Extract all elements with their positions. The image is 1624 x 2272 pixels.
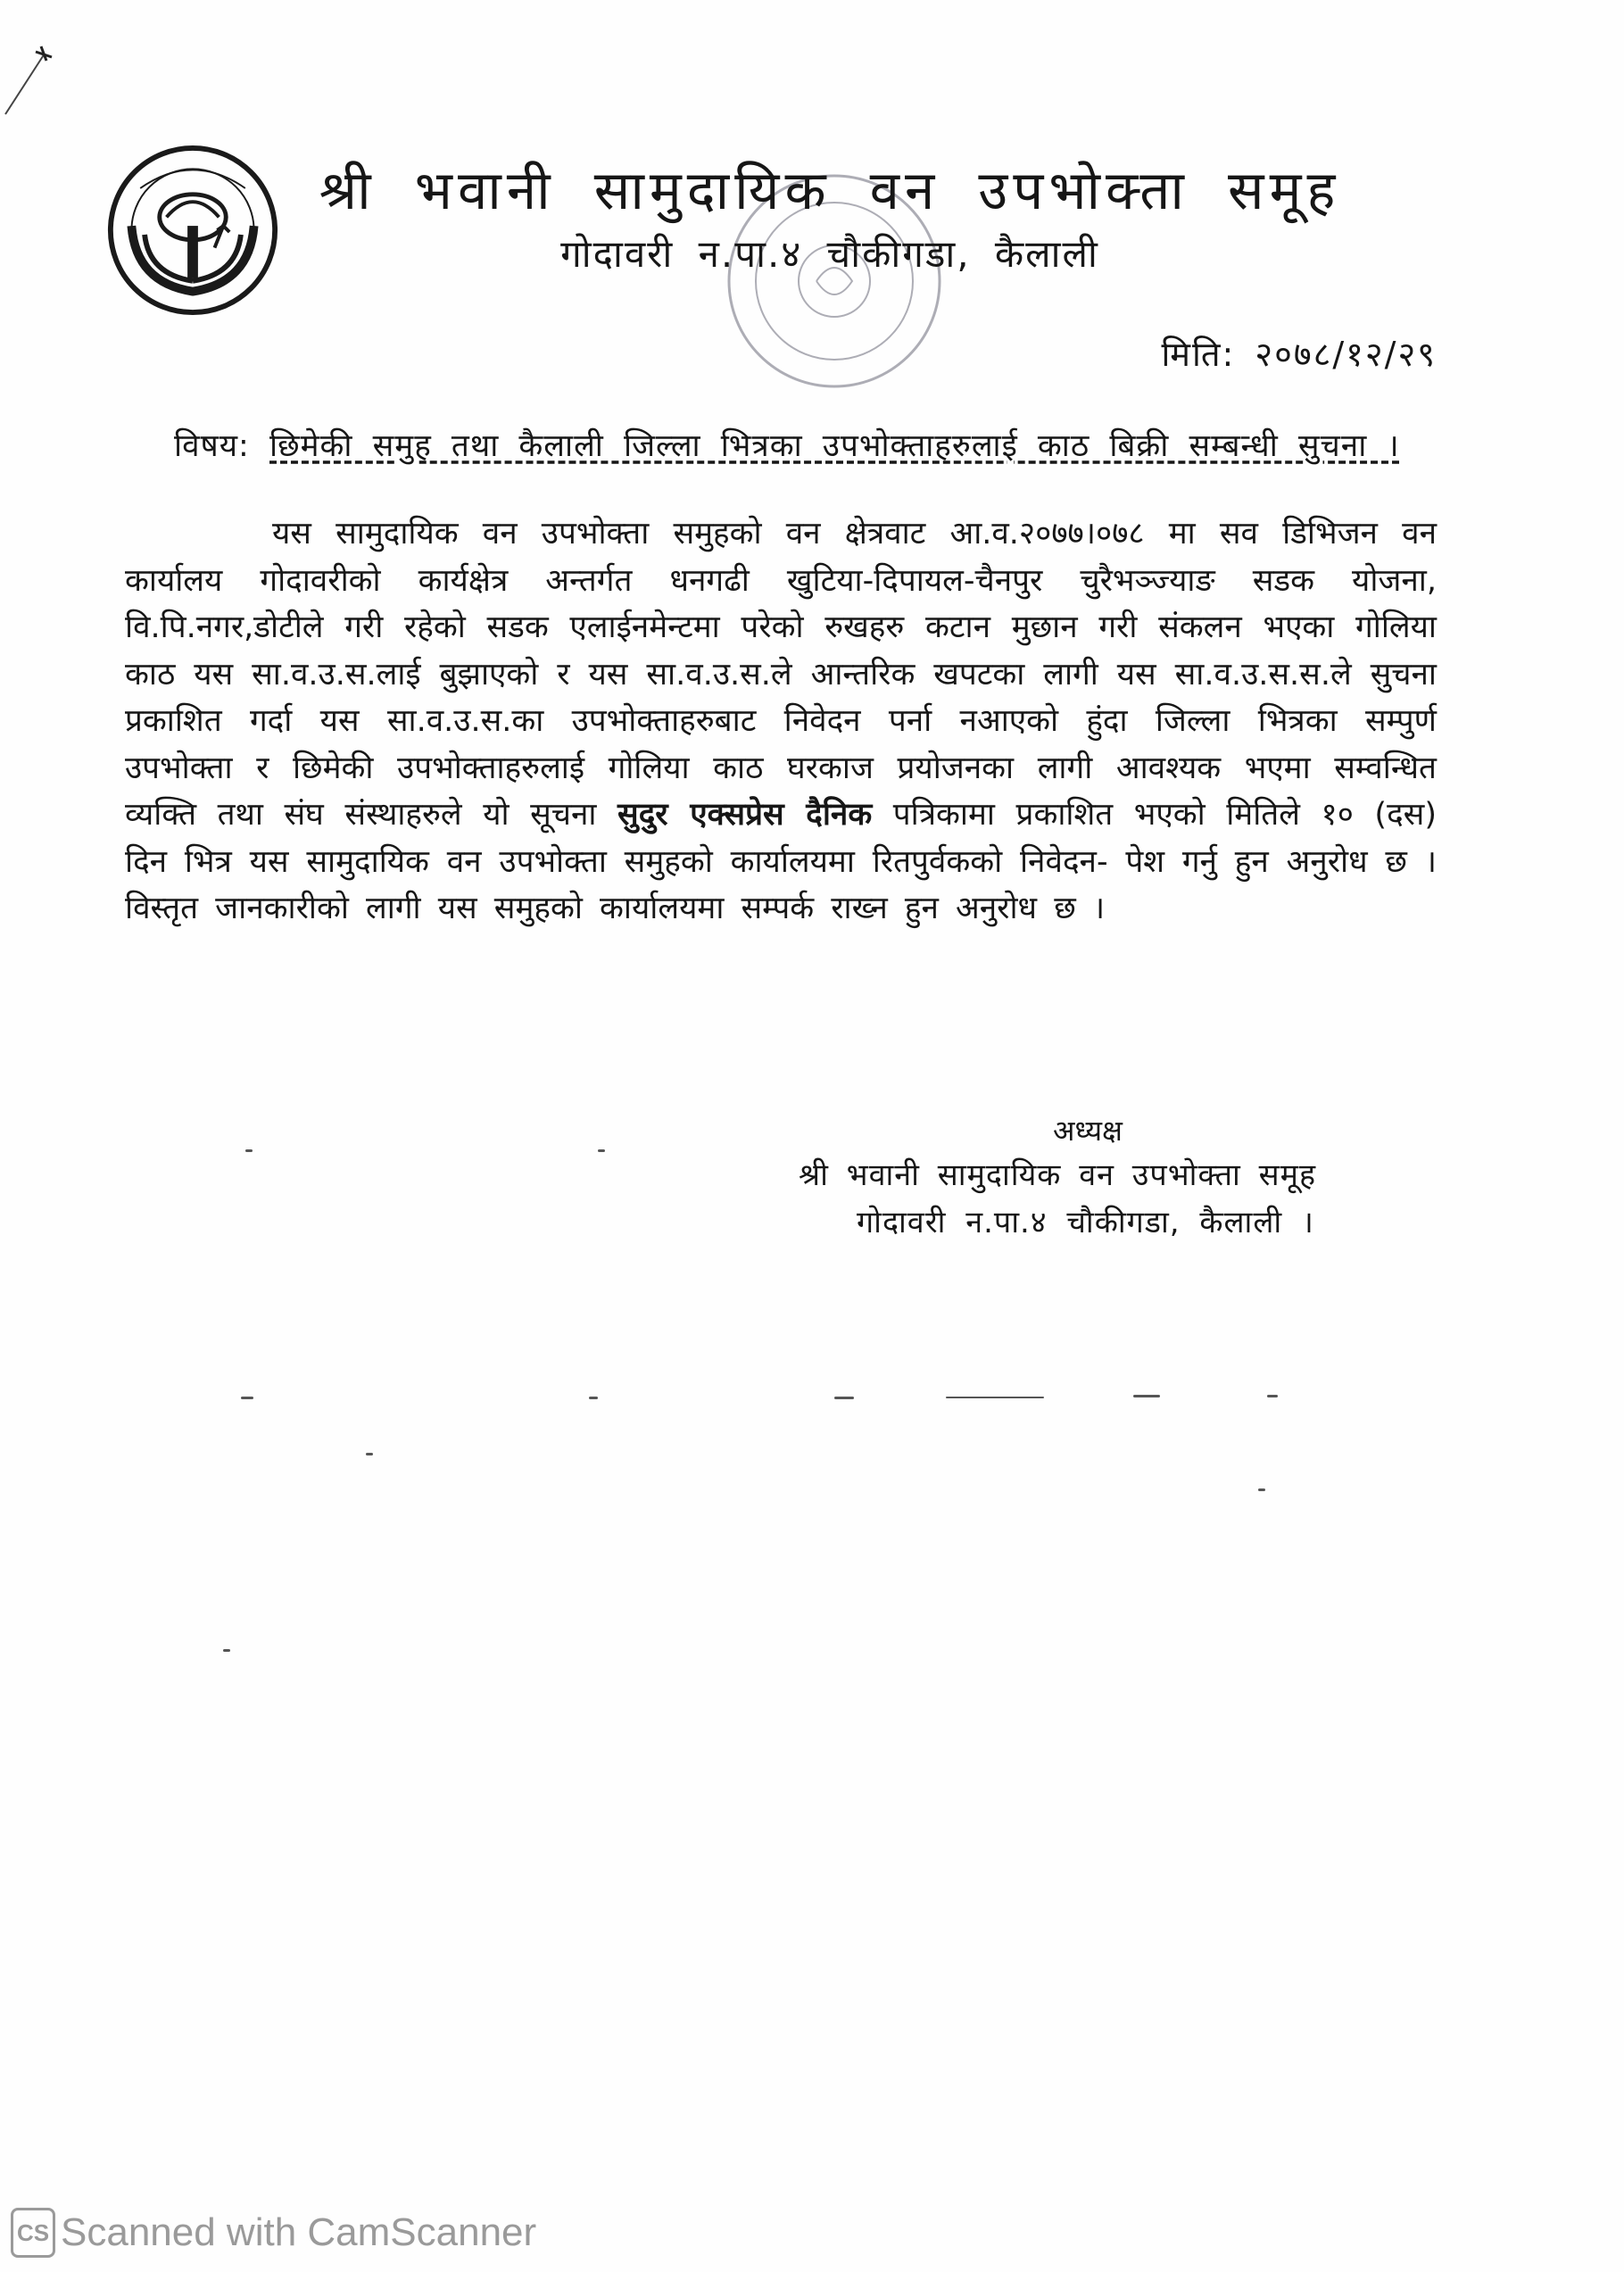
scan-speck (946, 1397, 1044, 1398)
newspaper-name: सुदुर एक्सप्रेस दैनिक (617, 797, 873, 833)
scan-speck (598, 1149, 605, 1152)
signatory-address: गोदावरी न.पा.४ चौकीगडा, कैलाली । (857, 1205, 1314, 1240)
tree-in-hands-emblem-icon (105, 143, 280, 318)
scan-speck (241, 1397, 253, 1399)
scan-speck (1258, 1488, 1265, 1491)
scan-speck (834, 1397, 854, 1399)
subject-text: छिमेकी समुह तथा कैलाली जिल्ला भित्रका उपभोक्ताहरुलाई काठ बिक्री सम्बन्धी सुचना । (269, 428, 1400, 464)
scan-speck (223, 1649, 230, 1652)
notice-body (125, 510, 1437, 933)
body-text-part-2: पत्रिकामा प्रकाशित भएको मितिले १० (दस) दिन भित्र यस सामुदायिक वन उपभोक्ता समुहको कार्यालयमा रितपुर्वकको निवेदन- पेश गर्नु हुन अनुरोध छ । विस्तृत जानकारीको लागी यस समुहको कार्यालयमा सम्पर्क राख्न हुन अनुरोध छ । (125, 797, 1437, 926)
signatory-role: अध्यक्ष (1053, 1114, 1123, 1148)
body-text-part-1: यस सामुदायिक वन उपभोक्ता समुहको वन क्षेत्रवाट आ.व.२०७७।०७८ मा सव डिभिजन वन कार्यालय गोदावरीको कार्यक्षेत्र अन्तर्गत धनगढी खुटिया-दिपायल-चैनपुर चुरैभञ्ज्याङ सडक योजना, वि.पि.नगर,डोटीले गरी रहेको सडक एलाईनमेन्टमा परेको रुखहरु कटान मुछान गरी संकलन भएका गोलिया काठ यस सा.व.उ.स.लाई बुझाएको र यस सा.व.उ.स.ले आन्तरिक खपटका लागी यस सा.व.उ.स.स.ले सुचना प्रकाशित गर्दा यस सा.व.उ.स.का उपभोक्ताहरुबाट निवेदन पर्ना नआएको हुंदा जिल्ला भित्रका सम्पुर्ण उपभोक्ता र छिमेकी उपभोक्ताहरुलाई गोलिया काठ घरकाज प्रयोजनका लागी आवश्यक भएमा सम्वन्धित व्यक्ति तथा संघ संस्थाहरुले यो सूचना (125, 516, 1437, 833)
scan-speck (1267, 1395, 1278, 1397)
date-label: मिति: (1161, 335, 1236, 374)
subject-label: विषय: (174, 428, 250, 464)
scan-speck (1133, 1395, 1160, 1397)
scan-speck (366, 1453, 373, 1455)
camscanner-watermark (11, 2206, 536, 2260)
signatory-organization: श्री भवानी सामुदायिक वन उपभोक्ता समूह (799, 1157, 1317, 1193)
corner-pen-mark (0, 36, 71, 116)
camscanner-logo-icon: CS (11, 2208, 55, 2258)
organization-address: गोदावरी न.पा.४ चौकीगडा, कैलाली (560, 232, 1099, 276)
scan-speck (245, 1149, 253, 1152)
date-value: २०७८/१२/२९ (1255, 335, 1437, 374)
watermark-text: Scanned with CamScanner (61, 2210, 537, 2254)
subject-line (174, 424, 1441, 466)
scan-speck (589, 1397, 598, 1399)
date-line (1161, 330, 1437, 377)
organization-title: श्री भवानी सामुदायिक वन उपभोक्ता समूह (319, 160, 1341, 222)
